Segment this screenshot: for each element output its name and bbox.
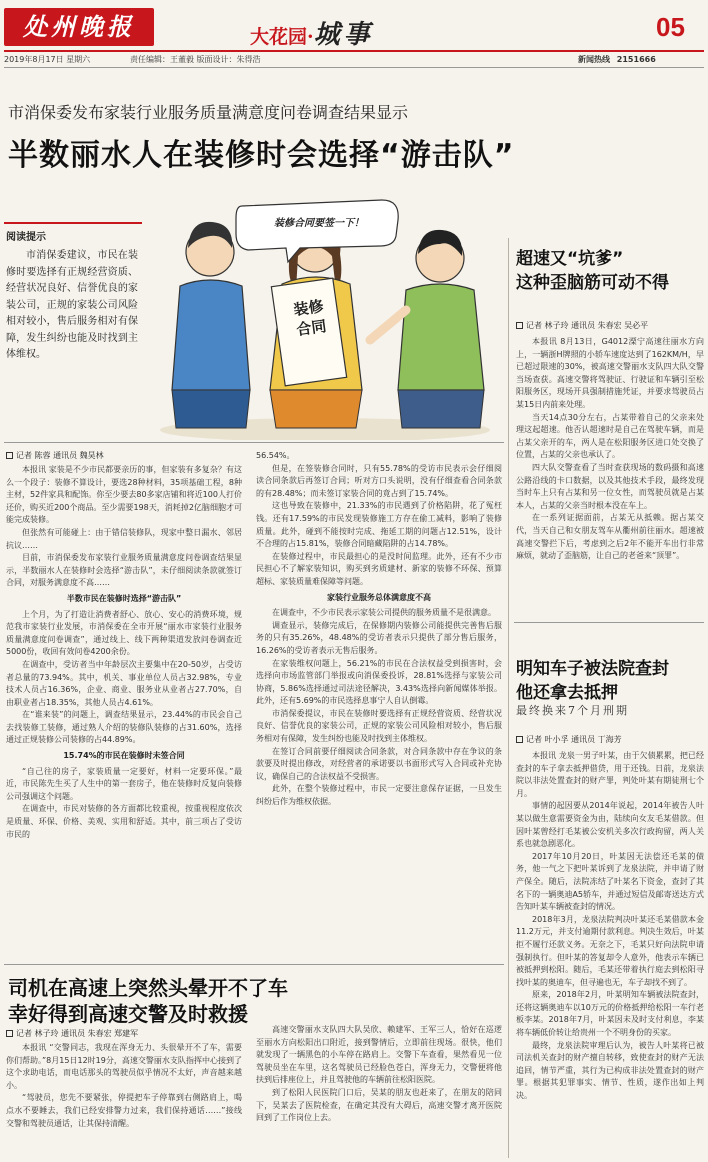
byline-square-icon xyxy=(516,322,523,329)
story2-body xyxy=(516,336,704,616)
byline-square-icon xyxy=(6,452,13,459)
reading-tip xyxy=(4,222,142,434)
story4-top-rule xyxy=(4,964,504,965)
story4-paragraph: “驾驶员，您先不要紧张，停提把车子停靠到右侧路肩上，喝点水不要睡去，我们已经安排警力过来，我们保持通话……”接线交警和驾驶员通话，让其保持清醒。 xyxy=(6,1093,242,1128)
lead-paragraph: 此外，在整个装修过程中，市民一定要注意保存证据，一旦发生纠纷后作为维权依据。 xyxy=(256,784,502,807)
story3-byline-text: 记者 叶小孚 通讯员 丁海芳 xyxy=(526,735,622,744)
masthead-rule xyxy=(4,50,704,52)
lead-paragraph: 本报讯 家装是不少市民都要亲历的事，但家装有多复杂？有这么一个段子：装修不算设计，要选28种材料，35项基础工程，8种主材，52件家具和配饰。你至少要去80多家店铺和将近100人打价还价，购买近200个商品。至少需要198天，消耗掉2亿脑细胞才可能完成装修。 xyxy=(6,465,242,525)
story3-headline-2: 他还拿去抵押 xyxy=(516,683,618,703)
story2-headline-1: 超速又“坑爹” xyxy=(516,249,624,269)
story3-paragraph: 事情的起因要从2014年说起，2014年被告人叶某以做生意需要资金为由，陆续向女友毛某借款。但因叶某曾经打毛某被公安机关多次行政拘留，两人关系也就急剧恶化。 xyxy=(516,801,704,849)
reading-tip-title: 阅读提示 xyxy=(6,232,46,243)
column-divider xyxy=(508,238,509,1158)
lead-paragraph: 目前，市消保委发布家装行业服务质量满意度问卷调查结果显示，半数丽水人在装修时会选择“游击队”，未仔细阅读条款就签订合同，对服务满意度不高…… xyxy=(6,553,242,588)
section-prefix: 大花园 xyxy=(250,26,308,48)
reading-tip-text: 市消保委建议，市民在装修时要选择有正规经营资质、经营状况良好、信誉优良的家装公司，正规的家装公司风险相对较小，售后服务相对有保障，发生纠纷也能及时找到主体维权。 xyxy=(6,250,138,360)
lead-paragraph: 在签订合同前要仔细阅读合同条款，对合同条款中存在争议的条款要及时提出修改，对经营者的承诺要以书面形式写入合同或补充协议，确保自己的合法权益不受损害。 xyxy=(256,746,502,781)
lead-paragraph: 上个月，为了打造让消费者舒心、放心、安心的消费环境，规范我市家装行业发展，市消保委在全市开展“丽水市家装行业服务质量满意度问卷调查”，通过线上、线下两种渠道发放问卷调查近5000份，收回有效问卷4200余份。 xyxy=(6,609,242,657)
section-dot: · xyxy=(307,26,314,48)
lead-byline-text: 记者 陈蓉 通讯员 魏昊林 xyxy=(16,451,104,460)
lead-paragraph: 但是，在签装修合同时，只有55.78%的受访市民表示会仔细阅读合同条款后再签订合同；听对方口头说明，没有仔细查看合同条款的有28.48%；而未签订家装合同的竟占到了15.74%。 xyxy=(256,463,502,498)
story4-byline xyxy=(6,1028,246,1039)
masthead-hotline xyxy=(578,54,656,65)
document-line-1: 装修 xyxy=(292,297,325,320)
masthead-date: 2019年8月17日 星期六 xyxy=(4,55,91,64)
lead-paragraph: 在“谁来装”的问题上，调查结果显示，23.44%的市民会自己去找装修工装修，通过熟人介绍的装修队装修的占31.60%，选择通过正规装修公司装修的占44.89%。 xyxy=(6,710,242,745)
story3-body xyxy=(516,750,704,1158)
masthead-editor: 责任编辑：王董毅 版面设计：朱得浩 xyxy=(130,55,261,64)
lead-paragraph: 在调查中，市民对装修的各方面都比较重视，按重视程度依次是质量、环保、价格、美观、实用和舒适。其中，前三项占了受访市民的 xyxy=(6,804,242,839)
section-title xyxy=(250,14,374,50)
lead-kicker: 市消保委发布家装行业服务质量满意度问卷调查结果显示 xyxy=(8,103,409,122)
story2-paragraph: 四大队交警查看了当时查获现场的数码摄和高速公路沿线的卡口数据，以及其他技术手段，最终发现当时车上只有占某和另一位女性，而驾驶员就是占某本人，占某的父亲当时根本没在车上。 xyxy=(516,462,704,510)
byline-square-icon xyxy=(516,736,523,743)
lead-paragraph: 调查显示，装修完成后，在保修期内装修公司能提供完善售后服务的只有35.26%，48.48%的受访者表示只提供了部分售后服务，16.26%的受访者表示无售后服务。 xyxy=(256,620,502,655)
page-number: 05 xyxy=(656,12,685,42)
story4-byline-text: 记者 林子玲 通讯员 朱春宏 郑建军 xyxy=(16,1029,139,1038)
lead-paragraph: 这也导致在装修中，21.33%的市民遇到了价格陷阱，花了冤枉钱。还有17.59%的市民发现装修施工方存在偷工减料，影响了装修质量。此外，碰到不能按时完成、拖延工期的问题占12.51%，设计不合理的占15.81%，装修合同暗藏陷阱的占14.78%。 xyxy=(256,501,502,549)
lead-headline: 半数丽水人在装修时会选择“游击队” xyxy=(8,138,515,173)
lead-paragraph: 但张然有可能碰上：由于错信装修队，现家中整日漏水、邻居抗议…… xyxy=(6,527,242,550)
lead-paragraph: “自己往的房子，家装质量一定要好，材料一定要环保。”最近，市民陈先生买了人生中的第一套房子，他在装修时反复向装修公司强调这个问题。 xyxy=(6,766,242,801)
lead-column-1 xyxy=(6,464,242,960)
lead-byline xyxy=(6,450,236,461)
masthead-logo: 处州晚报 xyxy=(4,8,154,46)
story4-headline-1: 司机在高速上突然头晕开不了车 xyxy=(8,976,288,1000)
story3-deck: 最终换来7个月刑期 xyxy=(516,704,629,717)
lead-illustration xyxy=(150,190,505,440)
story3-top-rule xyxy=(514,622,704,623)
story4-column-2 xyxy=(256,1024,502,1158)
illustration-document-text xyxy=(285,295,334,341)
lead-column-2 xyxy=(256,450,502,960)
story4-paragraph: 高速交警丽水支队四大队吴欣、赖建军、王军三人，恰好在巡逻至丽水方向松阳出口附近，接到警情后，立即前往现场。很快，他们就发现了一辆黑色的小车停在路肩上。交警下车查看，果然看见一位驾驶员坐在车里，这名驾驶员已经脸色苍白，浑身无力，交警便将他扶到后排座位上，并且驾驶他的车辆前往松阳医院。 xyxy=(256,1025,502,1085)
story3-paragraph: 本报讯 龙泉一男子叶某，由于欠债累累，把已经查封的车子拿去抵押借贷，用于还钱。日前，龙泉法院以非法处置查封的财产罪，判处叶某有期徒刑七个月。 xyxy=(516,751,704,798)
story2-paragraph: 本报讯 8月13日，G4012溧宁高速往丽水方向上，一辆浙H牌照的小轿车速度达到了162KM/H，早已超过限速的30%，被高速交警丽水支队四大队交警当场查获。高速交警将驾驶证、行驶证和车辆引至松阳服务区，现场开具强制措施凭证，并要求驾驶员占某15日内前来处理。 xyxy=(516,337,704,409)
lead-paragraph: 在装修过程中，市民最担心的是没时间监理。此外，还有不少市民担心不了解家装知识，购买到劣质建材、新家的装修不环保、预算超标、家装质量难保障等问题。 xyxy=(256,551,502,586)
byline-square-icon xyxy=(6,1030,13,1037)
document-line-2: 合同 xyxy=(295,316,328,339)
story4-headline-2: 幸好得到高速交警及时救援 xyxy=(8,1002,248,1026)
hotline-number: 2151666 xyxy=(616,55,656,64)
lead-subhead: 半数市民在装修时选择“游击队” xyxy=(66,593,182,603)
story3-byline xyxy=(516,734,704,745)
lead-subhead: 家装行业服务总体满意度不高 xyxy=(327,592,431,602)
illustration-bubble-text: 装修合同要签一下！ xyxy=(274,218,364,229)
lead-bottom-rule xyxy=(4,442,504,443)
story3-paragraph: 2017年10月20日，叶某因无法偿还毛某的债务，他一气之下把叶某诉到了龙泉法院，并申请了财产保全。随后，法院冻结了叶某名下资金，查封了其名下的一辆奥迪A5轿车，并通过短信及邮寄送达方式告知叶某车辆被查封的情况。 xyxy=(516,851,704,912)
story2-paragraph: 当天14点30分左右，占某带着自己的父亲来处理这起超速。他否认超速时是自己在驾驶车辆，而是占某父亲开的车，两人是在松阳服务区进口处交换了位置，占某的父亲也承认了。 xyxy=(516,412,704,460)
story4-column-1 xyxy=(6,1042,242,1158)
lead-paragraph: 56.54%。 xyxy=(256,451,295,460)
story2-paragraph: 在一系列证据面前，占某无从抵赖。据占某交代，当天自己和女朋友驾车从衢州前往丽水。超速被高速交警拦下后，考虑到之后2年不能开车出行非常麻烦，就动了歪脑筋，让自己的老爸来“顶罪”。 xyxy=(516,513,704,561)
masthead-thin-rule xyxy=(4,67,704,68)
hotline-label: 新闻热线 xyxy=(578,55,610,64)
story3-paragraph: 原来，2018年2月，叶某明知车辆被法院查封，还将这辆奥迪车以10万元的价格抵押给松阳一车行老板李某。2018年7月，叶某因未及时支付利息，李某将车辆低价转让给贵州一个不明身份的买家。 xyxy=(516,990,704,1038)
story3-headline-1: 明知车子被法院查封 xyxy=(516,659,669,679)
lead-paragraph: 在调查中，不少市民表示家装公司提供的服务质量不是很满意。 xyxy=(272,608,496,618)
lead-subhead: 15.74%的市民在装修时未签合同 xyxy=(63,751,185,761)
section-suffix: 城事 xyxy=(313,20,374,50)
story2-byline xyxy=(516,320,704,331)
lead-paragraph: 在调查中，受访者当中年龄层次主要集中在20-50岁，占受访者总量的73.94%。其中，机关、事业单位人员占32.98%，专业技术人员占16.36%，企业、商业、服务业从业者占27.70%，自由职业者占18.35%，其他人员占4.61%。 xyxy=(6,659,242,707)
story4-paragraph: 到了松阳人民医院门口后，吴某的朋友也赶来了，在朋友的陪同下，吴某去了医院检查，在确定其没有大碍后，高速交警才离开医院回到了工作岗位上去。 xyxy=(256,1087,502,1123)
story4-paragraph: 本报讯 “交警同志，我现在浑身无力、头很晕开不了车，需要你们帮助。”8月15日12时19分，高速交警丽水支队指挥中心接到了这个求助电话，而电话那头的驾驶员似乎情况不太好，声音越来越小。 xyxy=(6,1043,242,1090)
lead-paragraph: 在家装维权问题上，56.21%的市民在合法权益受到损害时，会选择向市场监管部门举报或向消保委投诉，28.81%选择与家装公司协商，5.86%选择通过司法途径解决，3.43%选择向新闻媒体举报。此外，还有5.69%的市民选择息事宁人自认倒霉。 xyxy=(256,658,502,706)
story2-headline-2: 这种歪脑筋可动不得 xyxy=(516,273,669,293)
story3-paragraph: 最终，龙泉法院审理后认为，被告人叶某将已被司法机关查封的财产擅自转移，致使查封的财产无法追回，情节严重，其行为已构成非法处置查封的财产罪。根据其犯罪事实、情节、性质，遂作出如上判决。 xyxy=(516,1040,704,1101)
story3-paragraph: 2018年3月，龙泉法院判决叶某还毛某借款本金11.2万元，并支付逾期付款利息。判决生效后，叶某拒不履行还款义务。无奈之下，毛某只好向法院申请强制执行。但叶某的答复却令人意外，他表示车辆已被抵押到松阳。随后，毛某还带着执行庭去到松阳寻找叶某的奥迪车，但寻遍也无，车子却找不到了。 xyxy=(516,914,704,987)
lead-paragraph: 市消保委提议，市民在装修时要选择有正规经营资质、经营状况良好、信誉优良的家装公司，正规的家装公司风险相对较小，售后服务相对有保障，发生纠纷也能及时找到主体维权。 xyxy=(256,708,502,744)
story2-byline-text: 记者 林子玲 通讯员 朱春宏 吴必平 xyxy=(526,321,649,330)
